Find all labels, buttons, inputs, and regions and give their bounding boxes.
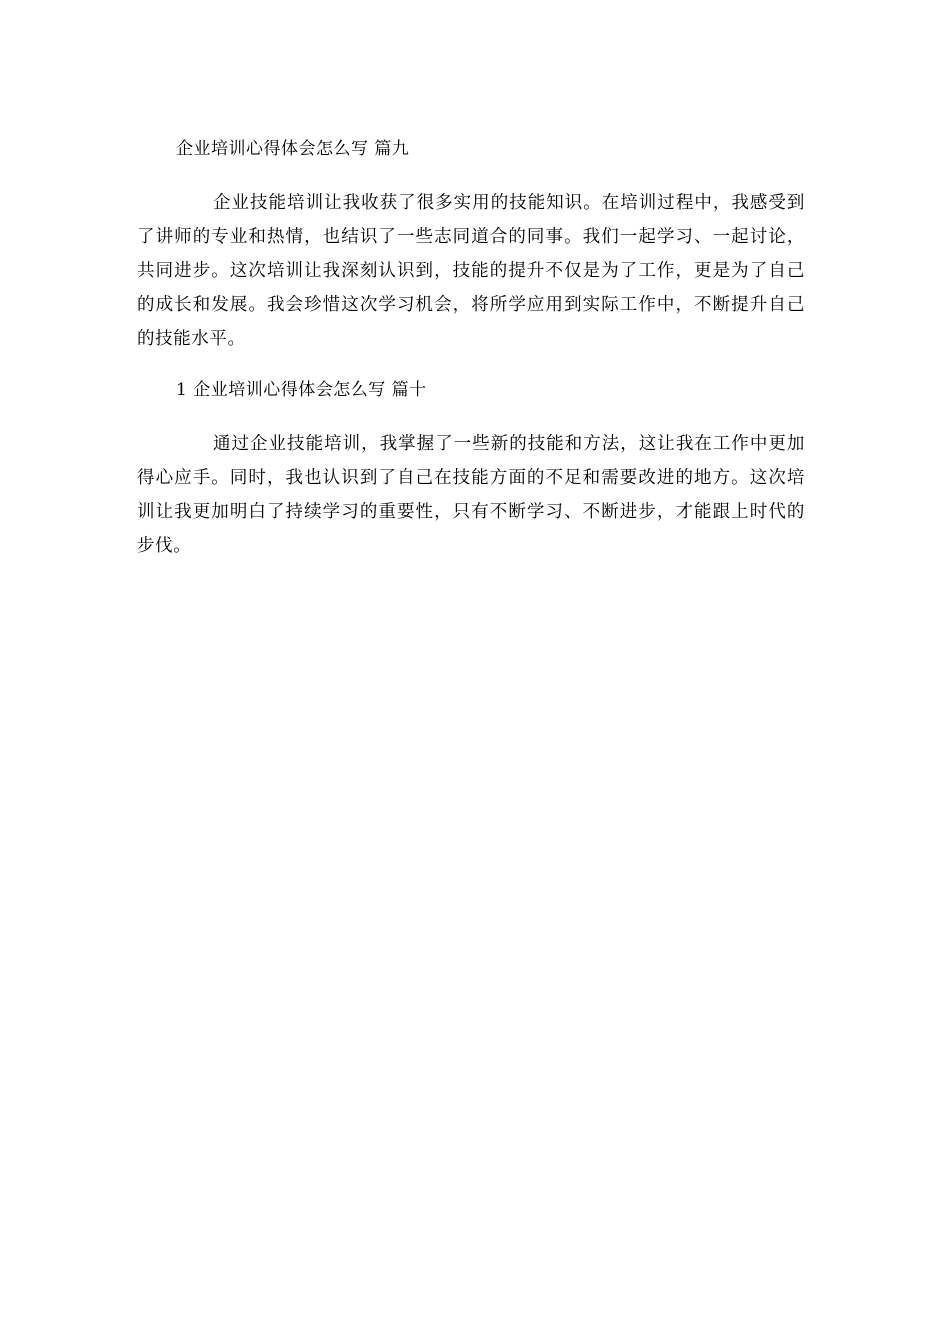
section-heading-10: 1 企业培训心得体会怎么写 篇十 (176, 380, 427, 400)
section-paragraph-10: 通过企业技能培训，我掌握了一些新的技能和方法，这让我在工作中更加得心应手。同时，我也认识到了自己在技能方面的不足和需要改进的地方。这次培训让我更加明白了持续学习的重要性，只有不断学习、不断进步，才能跟上时代的步伐。 (137, 434, 805, 556)
section-paragraph-9: 企业技能培训让我收获了很多实用的技能知识。在培训过程中，我感受到了讲师的专业和热情，也结识了一些志同道合的同事。我们一起学习、一起讨论，共同进步。这次培训让我深刻认识到，技能的提升不仅是为了工作，更是为了自己的成长和发展。我会珍惜这次学习机会，将所学应用到实际工作中，不断提升自己的技能水平。 (137, 193, 805, 349)
section-heading-9: 企业培训心得体会怎么写 篇九 (176, 139, 410, 159)
